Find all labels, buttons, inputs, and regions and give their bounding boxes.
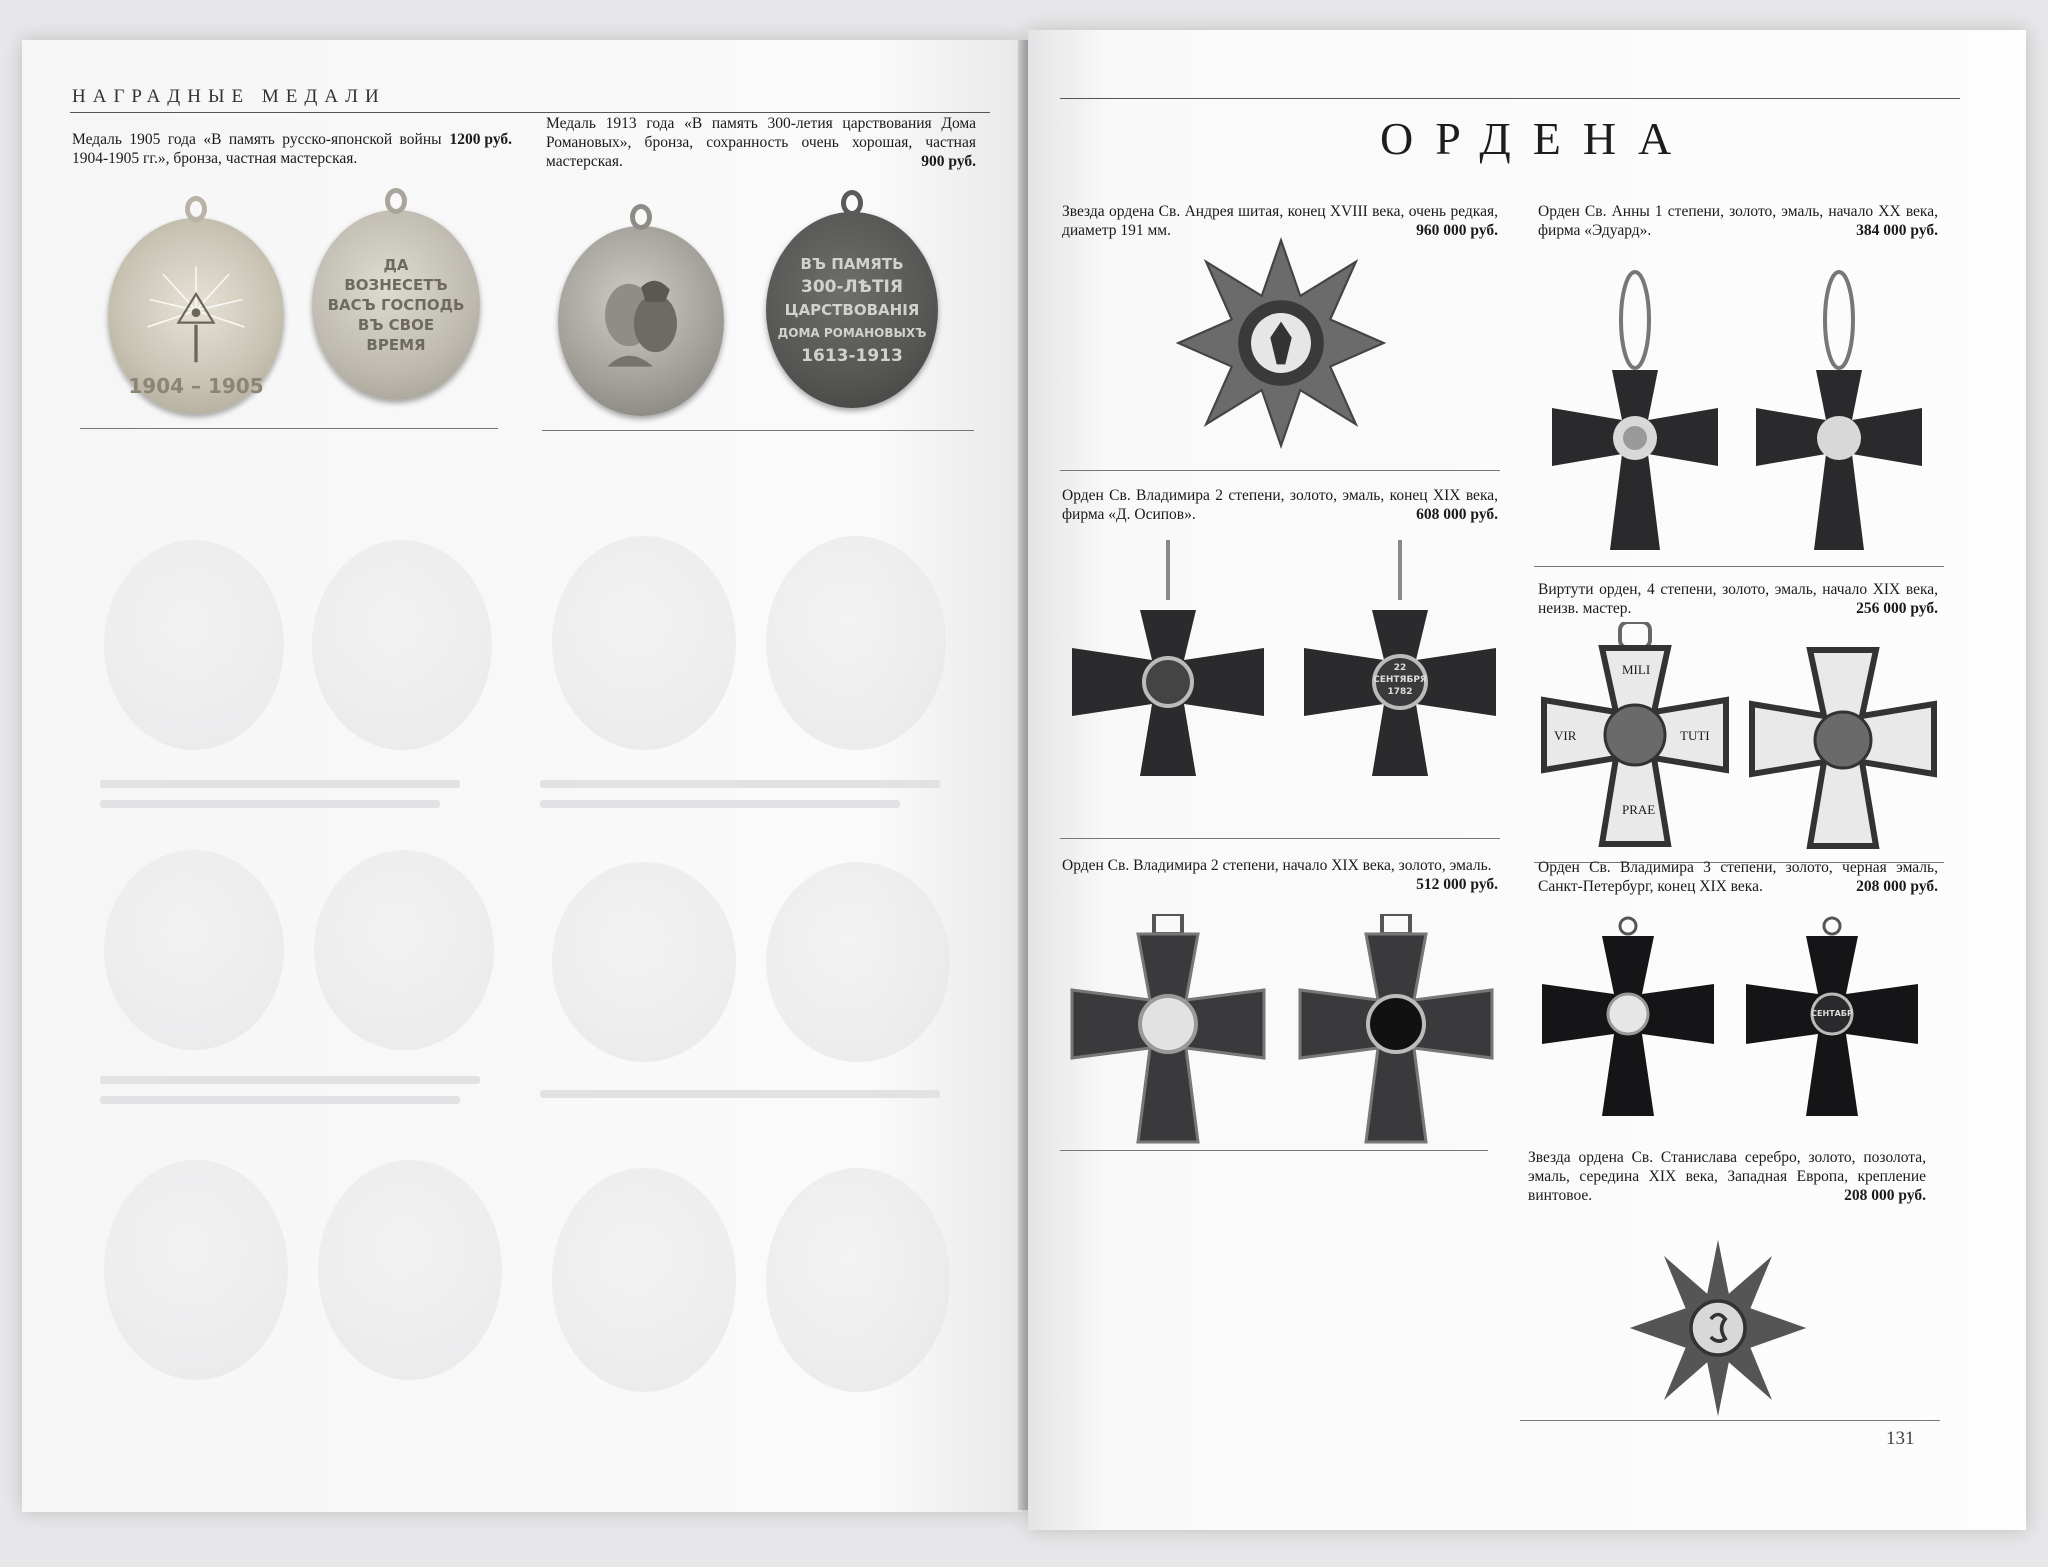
inscription-line: ВЪ ПАМЯТЬ bbox=[800, 254, 904, 273]
reverse-inscription: 1782 bbox=[1387, 687, 1413, 697]
section-title: ОРДЕНА bbox=[1380, 113, 1694, 164]
st-vladimir-2-early-price: 512 000 руб. bbox=[1416, 876, 1498, 893]
faded-medal bbox=[552, 862, 736, 1062]
faded-medal bbox=[104, 850, 284, 1050]
st-vladimir-3-price: 208 000 руб. bbox=[1856, 878, 1938, 895]
inscription-line: ВАСЪ ГОСПОДЬ bbox=[327, 296, 465, 314]
virtuti-reverse bbox=[1748, 630, 1938, 850]
st-vladimir-2-early-reverse bbox=[1296, 914, 1496, 1146]
virtuti-caption: Виртути орден, 4 степени, золото, эмаль, начало XIX века, неизв. мастер. 256 000 руб. bbox=[1538, 581, 1938, 617]
inscription-line: ДА bbox=[383, 256, 409, 274]
faded-medal bbox=[314, 850, 494, 1050]
faded-medal bbox=[104, 1160, 288, 1380]
virtuti-price: 256 000 руб. bbox=[1856, 600, 1938, 617]
st-vladimir-3-obverse bbox=[1538, 914, 1718, 1120]
faded-medal bbox=[318, 1160, 502, 1380]
medal-1905-years: 1904 – 1905 bbox=[128, 374, 264, 398]
reverse-inscription: СЕНТАБР bbox=[1811, 1009, 1853, 1018]
st-andrew-star-caption: Звезда ордена Св. Андрея шитая, конец XVIII века, очень редкая, диаметр 191 мм. 960 000 руб. bbox=[1062, 203, 1498, 239]
footer-rule bbox=[1520, 1420, 1940, 1421]
cross-letters: PRAE bbox=[1622, 802, 1656, 817]
faded-text bbox=[100, 1096, 460, 1104]
reverse-inscription: 22 bbox=[1393, 663, 1407, 673]
faded-medal bbox=[552, 536, 736, 750]
st-andrew-star bbox=[1170, 236, 1392, 450]
st-vladimir-2-early-caption: Орден Св. Владимира 2 степени, начало XIX века, золото, эмаль. 512 000 руб. bbox=[1062, 857, 1498, 893]
divider bbox=[1060, 1150, 1488, 1151]
st-vladimir-2-obverse bbox=[1068, 540, 1268, 780]
st-vladimir-3-reverse bbox=[1742, 914, 1922, 1120]
radiant-eye-icon bbox=[141, 261, 251, 371]
medal-1905-price: 1200 руб. bbox=[449, 131, 512, 148]
st-anne-caption: Орден Св. Анны 1 степени, золото, эмаль, начало XX века, фирма «Эдуард». 384 000 руб. bbox=[1538, 203, 1938, 239]
faded-medal bbox=[766, 862, 950, 1062]
header-rule bbox=[70, 112, 990, 113]
inscription-line: ВРЕМЯ bbox=[366, 336, 426, 354]
faded-text bbox=[540, 1090, 940, 1098]
st-vladimir-3-caption: Орден Св. Владимира 3 степени, золото, черная эмаль, Санкт-Петербург, конец XIX века. 208 000 руб. bbox=[1538, 859, 1938, 895]
medal-1905-obverse bbox=[108, 218, 284, 414]
medal-1905-reverse bbox=[312, 210, 480, 400]
divider bbox=[542, 430, 974, 431]
virtuti-obverse bbox=[1540, 622, 1730, 848]
reverse-inscription: СЕНТЯБРЯ bbox=[1373, 675, 1427, 685]
cross-letters: MILI bbox=[1622, 662, 1651, 677]
st-andrew-star-price: 960 000 руб. bbox=[1416, 222, 1498, 239]
inscription-line: ВЪ СВОЕ bbox=[357, 316, 435, 334]
st-vladimir-2-caption: Орден Св. Владимира 2 степени, золото, эмаль, конец XIX века, фирма «Д. Осипов». 608 000 руб. bbox=[1062, 487, 1498, 523]
st-vladimir-2-price: 608 000 руб. bbox=[1416, 506, 1498, 523]
medal-1905-caption: 1200 руб. Медаль 1905 года «В память русско-японской войны 1904-1905 гг.», бронза, частная мастерская. bbox=[72, 131, 512, 167]
page-number: 131 bbox=[1886, 1428, 1915, 1449]
faded-text bbox=[100, 780, 460, 788]
st-anne-cross-reverse bbox=[1746, 260, 1932, 560]
inscription-line: ВОЗНЕСЕТЪ bbox=[344, 276, 448, 294]
st-stanislaus-star-caption: Звезда ордена Св. Станислава серебро, золото, позолота, эмаль, середина XIX века, Западная Европа, крепление винтовое. 208 000 руб. bbox=[1528, 1149, 1926, 1204]
st-stanislaus-star-price: 208 000 руб. bbox=[1844, 1187, 1926, 1204]
portraits-icon bbox=[581, 261, 701, 381]
cross-letters: TUTI bbox=[1680, 728, 1710, 743]
st-vladimir-2-reverse bbox=[1300, 540, 1500, 780]
divider bbox=[80, 428, 498, 429]
inscription-line: 1613-1913 bbox=[801, 345, 903, 366]
faded-text bbox=[100, 800, 440, 808]
st-vladimir-2-early-obverse bbox=[1068, 914, 1268, 1146]
st-anne-cross-obverse bbox=[1542, 260, 1728, 560]
faded-text bbox=[100, 1076, 480, 1084]
faded-medal bbox=[552, 1168, 736, 1392]
faded-text bbox=[540, 780, 940, 788]
medal-1913-obverse bbox=[558, 226, 724, 416]
medal-1913-reverse bbox=[766, 212, 938, 408]
divider bbox=[1060, 470, 1500, 471]
medal-1913-caption: Медаль 1913 года «В память 300-летия царствования Дома Романовых», бронза, сохранность очень хорошая, частная мастерская. 900 руб. bbox=[546, 115, 976, 170]
header-rule bbox=[1060, 98, 1960, 99]
cross-letters: VIR bbox=[1554, 728, 1577, 743]
medal-1913-price: 900 руб. bbox=[921, 153, 976, 170]
faded-medal bbox=[766, 1168, 950, 1392]
faded-text bbox=[540, 800, 900, 808]
running-head: НАГРАДНЫЕ МЕДАЛИ bbox=[72, 86, 386, 107]
divider bbox=[1060, 838, 1500, 839]
divider bbox=[1534, 566, 1944, 567]
inscription-line: ДОМА РОМАНОВЫХЪ bbox=[777, 325, 927, 340]
inscription-line: 300-ЛѢТІЯ bbox=[801, 276, 903, 297]
faded-medal bbox=[104, 540, 284, 750]
faded-medal bbox=[766, 536, 946, 750]
faded-medal bbox=[312, 540, 492, 750]
inscription-line: ЦАРСТВОВАНІЯ bbox=[784, 300, 920, 319]
st-anne-price: 384 000 руб. bbox=[1856, 222, 1938, 239]
st-stanislaus-star bbox=[1628, 1238, 1808, 1418]
